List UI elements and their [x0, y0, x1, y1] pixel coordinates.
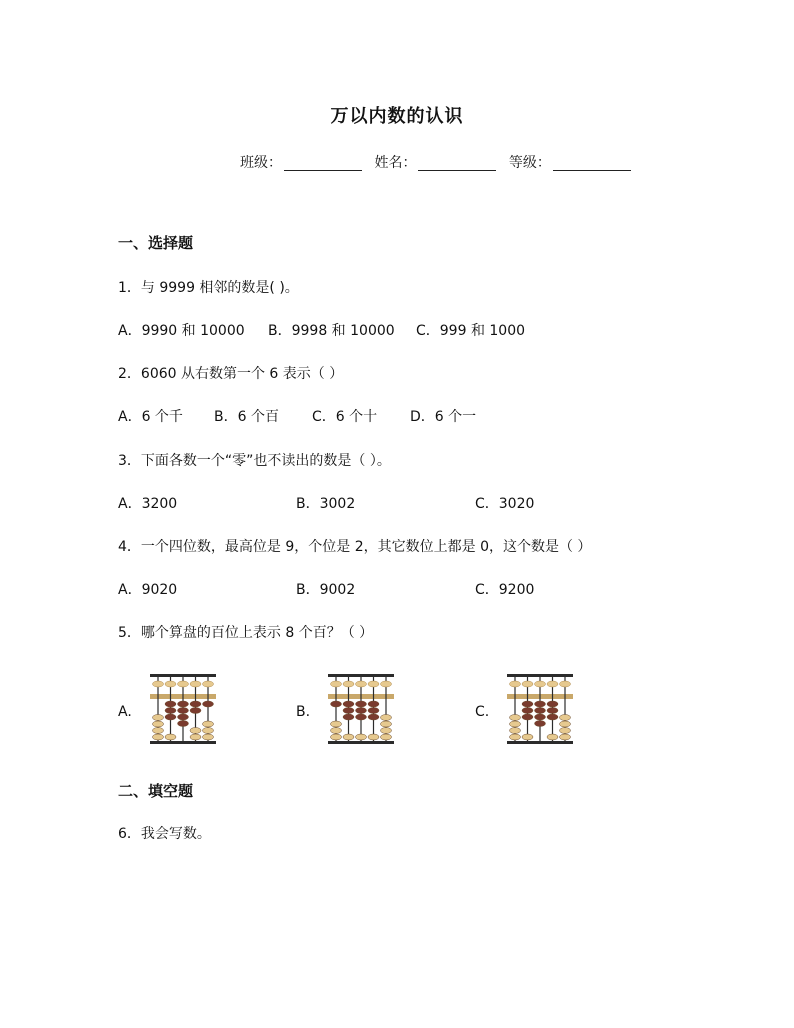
section-heading-fill: 二、填空题 [118, 782, 194, 800]
q3-option-a[interactable]: A．3200 [118, 496, 178, 512]
grade-blank[interactable] [553, 154, 631, 171]
question-3: 3．下面各数一个“零”也不读出的数是（ ）。 [118, 453, 391, 469]
q1-option-c[interactable]: C．999 和 1000 [416, 323, 526, 339]
question-4: 4．一个四位数，最高位是 9，个位是 2，其它数位上都是 0，这个数是（ ） [118, 539, 592, 555]
question-5: 5．哪个算盘的百位上表示 8 个百？（ ） [118, 625, 374, 641]
q5-option-b-letter: B. [296, 704, 311, 720]
q5-option-a-letter: A. [118, 704, 132, 720]
class-blank[interactable] [284, 154, 362, 171]
question-2: 2．6060 从右数第一个 6 表示（ ） [118, 366, 344, 382]
abacus-icon [326, 672, 396, 744]
name-blank[interactable] [418, 154, 496, 171]
q3-option-b[interactable]: B．3002 [296, 496, 356, 512]
abacus-icon [505, 672, 575, 744]
q1-option-a[interactable]: A．9990 和 10000 [118, 323, 245, 339]
name-label: 姓名： [374, 155, 417, 171]
q2-option-c[interactable]: C．6 个十 [312, 409, 378, 425]
q2-option-b[interactable]: B．6 个百 [214, 409, 279, 425]
question-6: 6．我会写数。 [118, 826, 211, 842]
student-info [240, 152, 639, 172]
q4-option-a[interactable]: A．9020 [118, 582, 178, 598]
abacus-icon [148, 672, 218, 744]
grade-label: 等级： [508, 155, 551, 171]
section-heading-choice: 一、选择题 [118, 234, 194, 252]
q2-option-a[interactable]: A．6 个千 [118, 409, 183, 425]
q3-option-c[interactable]: C．3020 [475, 496, 535, 512]
question-5-options [118, 672, 678, 752]
q1-option-b[interactable]: B．9998 和 10000 [268, 323, 395, 339]
page-title: 万以内数的认识 [330, 106, 464, 127]
q4-option-b[interactable]: B．9002 [296, 582, 356, 598]
class-label: 班级： [240, 155, 282, 171]
q4-option-c[interactable]: C．9200 [475, 582, 535, 598]
q2-option-d[interactable]: D．6 个一 [410, 409, 477, 425]
q5-option-c-letter: C. [475, 704, 490, 720]
question-1: 1．与 9999 相邻的数是( )。 [118, 280, 299, 296]
